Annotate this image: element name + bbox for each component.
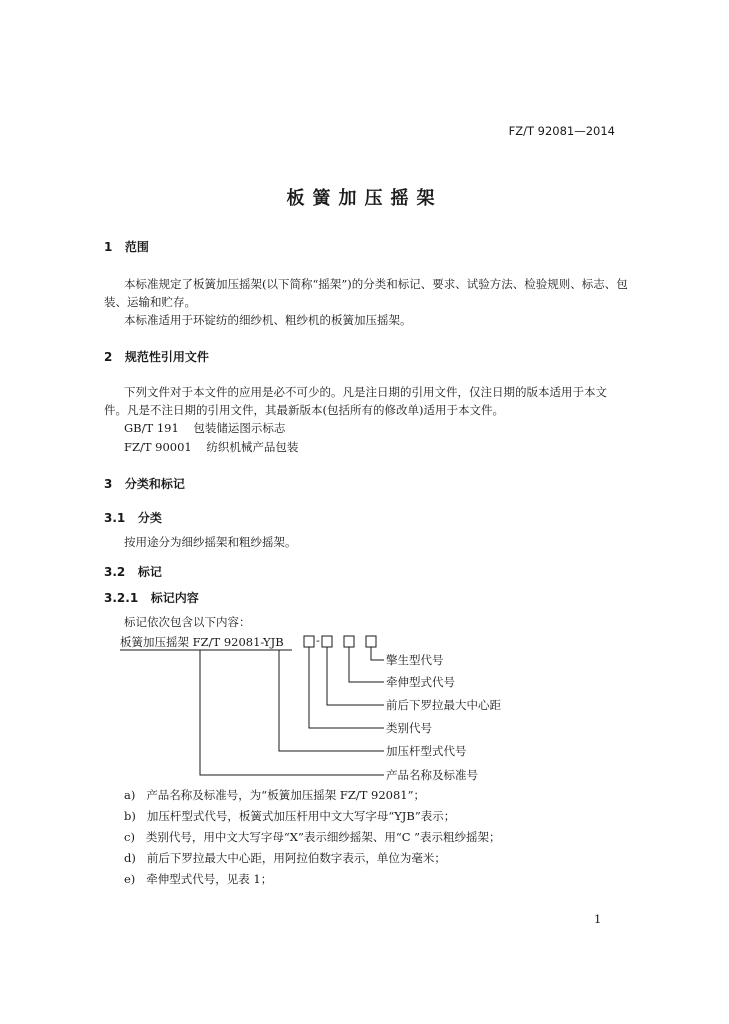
section-number: 3.2 bbox=[104, 565, 126, 579]
box-4 bbox=[366, 636, 376, 647]
box-2 bbox=[322, 636, 332, 647]
section-title: 分类 bbox=[137, 511, 162, 525]
leader-line-6 bbox=[200, 650, 384, 775]
list-text: 牵伸型式代号，见表 1； bbox=[146, 872, 273, 886]
list-label: c) bbox=[124, 830, 135, 844]
section-number: 3.2.1 bbox=[104, 591, 139, 605]
section-number: 3 bbox=[104, 477, 113, 491]
reference-code: FZ/T 90001 bbox=[124, 440, 192, 454]
section-title: 范围 bbox=[124, 240, 149, 254]
paragraph: 本标准规定了板簧加压摇架(以下简称“摇架”)的分类和标记、要求、试验方法、检验规则、标志、包 bbox=[124, 277, 628, 291]
section-title: 标记内容 bbox=[150, 591, 199, 605]
section-title: 标记 bbox=[137, 565, 162, 579]
list-label: b) bbox=[124, 809, 136, 823]
list-item bbox=[124, 871, 272, 887]
reference-name: 纺织机械产品包装 bbox=[206, 440, 299, 454]
label-roller-center-distance: 前后下罗拉最大中心距 bbox=[386, 698, 501, 712]
standard-number: FZ/T 92081—2014 bbox=[508, 124, 615, 138]
paragraph: 下列文件对于本文件的应用是必不可少的。凡是注日期的引用文件，仅注日期的版本适用于本文 bbox=[124, 385, 607, 399]
list-label: d) bbox=[124, 851, 136, 865]
reference-code: GB/T 191 bbox=[124, 421, 179, 435]
label-product-name-standard: 产品名称及标准号 bbox=[386, 768, 478, 782]
list-text: 前后下罗拉最大中心距，用阿拉伯数字表示，单位为毫米； bbox=[146, 851, 446, 865]
section-number: 3.1 bbox=[104, 511, 126, 525]
list-item bbox=[124, 787, 425, 803]
reference-name: 包装储运图示标志 bbox=[193, 421, 286, 435]
list-item bbox=[124, 850, 446, 866]
section-title: 分类和标记 bbox=[124, 477, 185, 491]
leader-line-1 bbox=[371, 647, 384, 660]
label-drafting-type-code: 牵伸型式代号 bbox=[386, 675, 455, 689]
leader-line-3 bbox=[327, 647, 384, 705]
mark-base-text: 板簧加压摇架 FZ/T 92081-YJB bbox=[120, 635, 284, 649]
paragraph: 标记依次包含以下内容： bbox=[124, 615, 251, 629]
leader-line-2 bbox=[349, 647, 384, 682]
page-number: 1 bbox=[594, 912, 602, 926]
leader-line-4 bbox=[309, 647, 384, 728]
paragraph: 本标准适用于环锭纺的细纱机、粗纱机的板簧加压摇架。 bbox=[124, 313, 412, 327]
section-number: 2 bbox=[104, 350, 113, 364]
document-title: 板簧加压摇架 bbox=[286, 188, 443, 209]
box-3 bbox=[344, 636, 354, 647]
label-traction-model-code: 擎生型代号 bbox=[386, 653, 444, 667]
list-item bbox=[124, 829, 501, 845]
section-title: 规范性引用文件 bbox=[124, 350, 209, 364]
paragraph: 件。凡是不注日期的引用文件，其最新版本(包括所有的修改单)适用于本文件。 bbox=[104, 403, 504, 417]
label-category-code: 类别代号 bbox=[386, 721, 432, 735]
box-dash: - bbox=[316, 633, 320, 647]
box-1 bbox=[304, 636, 314, 647]
list-item bbox=[124, 808, 455, 824]
label-pressure-arm-code: 加压杆型式代号 bbox=[386, 744, 467, 758]
list-text: 产品名称及标准号，为“板簧加压摇架 FZ/T 92081”； bbox=[146, 788, 425, 802]
list-text: 加压杆型式代号，板簧式加压杆用中文大写字母“YJB”表示； bbox=[146, 809, 456, 823]
section-number: 1 bbox=[104, 240, 113, 254]
paragraph: 按用途分为细纱摇架和粗纱摇架。 bbox=[124, 535, 297, 549]
list-text: 类别代号，用中文大写字母“X”表示细纱摇架、用“C ”表示粗纱摇架； bbox=[145, 830, 501, 844]
leader-line-5 bbox=[279, 650, 384, 751]
paragraph: 装、运输和贮存。 bbox=[104, 295, 196, 309]
list-label: e) bbox=[124, 872, 136, 886]
list-label: a) bbox=[124, 788, 136, 802]
